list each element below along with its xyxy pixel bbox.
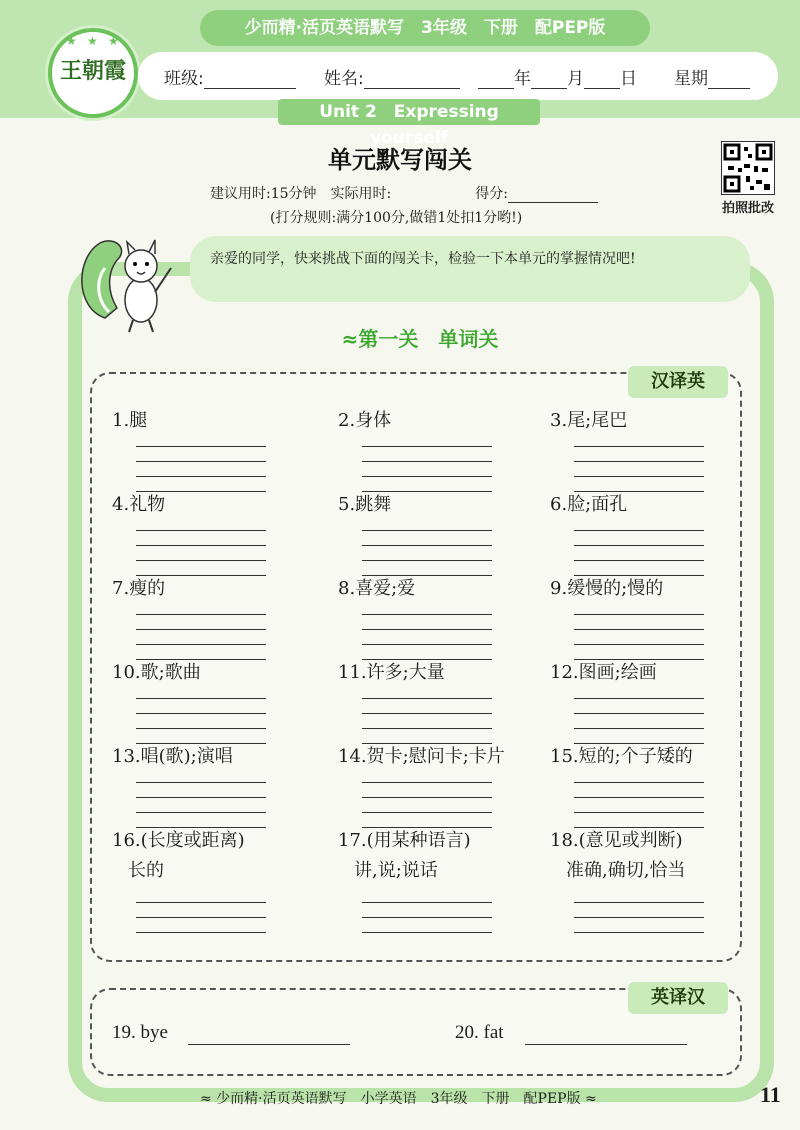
section2-tag: 英译汉 (628, 982, 728, 1014)
star-icon: ★ (66, 34, 77, 48)
squirrel-mascot-icon (75, 228, 185, 338)
qr-code-icon[interactable] (721, 141, 775, 195)
answer-line-20[interactable] (525, 1044, 687, 1045)
word-item: 6.脸;面孔 (550, 494, 628, 515)
answer-line-19[interactable] (188, 1044, 350, 1045)
unit-title: Unit 2 Expressing yourself (278, 99, 540, 125)
name-field[interactable] (364, 70, 460, 89)
time-score-line: 建议用时:15分钟 实际用时: 得分: (210, 183, 598, 203)
year-label: 年 (514, 69, 531, 89)
word-item: 15.短的;个子矮的 (550, 746, 693, 767)
logo-text: 王朝霞 (59, 58, 126, 84)
word-item: 12.图画;绘画 (550, 662, 657, 683)
word-item: 5.跳舞 (338, 494, 392, 515)
word-item: 16.(长度或距离) 长的 (112, 830, 245, 881)
word-item: 7.瘦的 (112, 578, 166, 599)
name-label: 姓名: (324, 69, 364, 89)
qr-label: 拍照批改 (721, 201, 774, 216)
day-field[interactable] (584, 70, 620, 89)
answer-lines[interactable] (574, 888, 704, 933)
footer-text: ≈ 少而精·活页英语默写 小学英语 3年级 下册 配PEP版 ≈ (200, 1091, 597, 1107)
answer-lines[interactable] (136, 432, 266, 492)
star-icon: ★ (87, 34, 98, 48)
answer-lines[interactable] (136, 516, 266, 576)
word-item: 1.腿 (112, 410, 148, 431)
series-title: 少而精·活页英语默写 3年级 下册 配PEP版 (200, 10, 650, 46)
publisher-logo (48, 28, 138, 118)
answer-lines[interactable] (362, 432, 492, 492)
answer-lines[interactable] (136, 600, 266, 660)
section1-tag: 汉译英 (628, 366, 728, 398)
answer-lines[interactable] (362, 684, 492, 744)
word-item: 14.贺卡;慰问卡;卡片 (338, 746, 505, 767)
day-label: 日 (620, 69, 637, 89)
month-label: 月 (567, 69, 584, 89)
word-item: 13.唱(歌);演唱 (112, 746, 233, 767)
answer-lines[interactable] (574, 516, 704, 576)
class-field[interactable] (204, 70, 296, 89)
word-item: 3.尾;尾巴 (550, 410, 628, 431)
english-item-20: 20. fat (455, 1022, 504, 1043)
word-item: 9.缓慢的;慢的 (550, 578, 664, 599)
word-item: 2.身体 (338, 410, 392, 431)
answer-lines[interactable] (136, 684, 266, 744)
answer-lines[interactable] (574, 600, 704, 660)
student-info-bar (138, 52, 778, 100)
answer-lines[interactable] (574, 684, 704, 744)
word-item: 17.(用某种语言) 讲,说;说话 (338, 830, 471, 881)
scoring-rule: (打分规则:满分100分,做错1处扣1分哟!) (270, 210, 523, 226)
page-title: 单元默写闯关 (328, 146, 472, 174)
section1-heading: ≈第一关 单词关 (310, 322, 530, 356)
weekday-label: 星期 (674, 69, 708, 89)
answer-lines[interactable] (136, 768, 266, 828)
word-item: 8.喜爱;爱 (338, 578, 416, 599)
intro-text: 亲爱的同学，快来挑战下面的闯关卡，检验一下本单元的掌握情况吧! (210, 251, 636, 267)
answer-lines[interactable] (362, 768, 492, 828)
class-label: 班级: (164, 69, 204, 89)
answer-lines[interactable] (362, 516, 492, 576)
answer-lines[interactable] (362, 600, 492, 660)
word-item: 11.许多;大量 (338, 662, 445, 683)
word-item: 10.歌;歌曲 (112, 662, 201, 683)
score-field[interactable] (508, 184, 598, 203)
answer-lines[interactable] (574, 432, 704, 492)
star-icon: ★ (108, 34, 119, 48)
answer-lines[interactable] (574, 768, 704, 828)
answer-lines[interactable] (136, 888, 266, 933)
weekday-field[interactable] (708, 70, 750, 89)
year-field[interactable] (478, 70, 514, 89)
answer-lines[interactable] (362, 888, 492, 933)
page-number: 11 (760, 1082, 781, 1107)
english-item-19: 19. bye (112, 1022, 168, 1043)
month-field[interactable] (531, 70, 567, 89)
word-item: 18.(意见或判断) 准确,确切,恰当 (550, 830, 686, 881)
word-item: 4.礼物 (112, 494, 166, 515)
